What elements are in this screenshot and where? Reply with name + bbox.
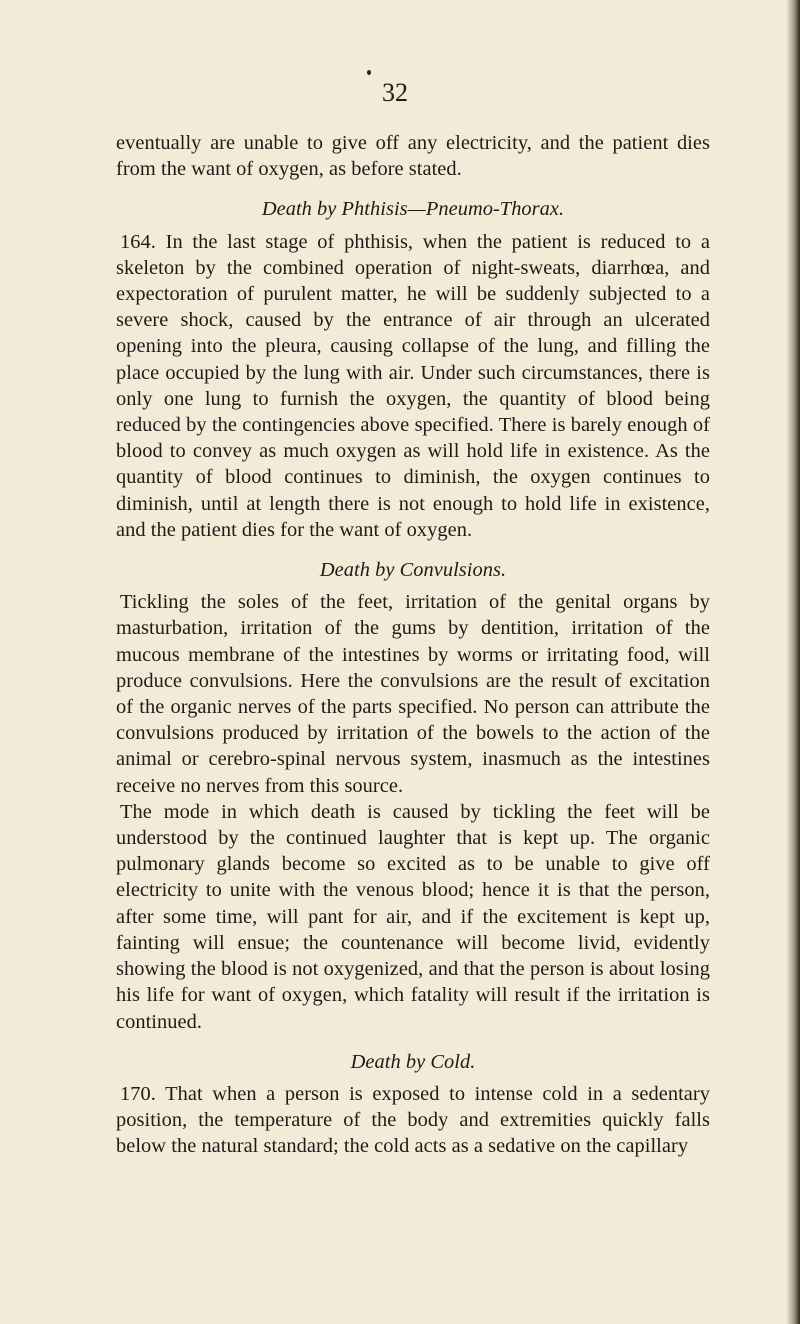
paragraph-164: 164. In the last stage of phthisis, when the patient is reduced to a skeleton by the combined operation of night-sweats, diarrhœa, and expectoration of purulent matter, he will be suddenly subjected to a severe shock, caused by the entrance of air through an ulcerated opening into the pleura, causing collapse of the lung, and filling the place occupied by the lung with air. Under such circumstances, there is only one lung to furnish the oxygen, the quantity of blood being reduced by the contingencies above specified. There is barely enough of blood to convey as much oxygen as will hold life in existence. As the quantity of blood continues to diminish, the oxygen continues to diminish, until at length there is not enough to hold life in existence, and the patient dies for the want of oxygen. — [116, 230, 710, 541]
paragraph-170: 170. That when a person is exposed to intense cold in a sedentary position, the temperature of the body and extremities quickly falls below the natural standard; the cold acts as a sedative on the capillary — [116, 1082, 710, 1158]
heading-cold: Death by Cold. — [350, 1050, 476, 1073]
heading-convulsions: Death by Convulsions. — [319, 559, 507, 582]
page-body — [116, 130, 710, 1160]
paragraph-convulsions: Tickling the soles of the feet, irritation of the genital organs by masturbation, irritation of the gums by dentition, irritation of the mucous membrane of the intestines by worms or irritating food, will produce convulsions. Here the convulsions are the result of excitation of the organic nerves of the parts specified. No person can attribute the convulsions produced by irritation of the bowels to the action of the animal or cerebro-spinal nervous system, inasmuch as the intestines receive no nerves from this source. — [116, 591, 710, 797]
ink-mark — [367, 70, 371, 75]
heading-phthisis: Death by Phthisis—Pneumo-Thorax. — [261, 198, 565, 221]
paragraph-tickling: The mode in which death is caused by tickling the feet will be understood by the continued laughter that is kept up. The organic pulmonary glands become so excited as to be unable to give off electricity to unite with the venous blood; hence it is that the person, after some time, will pant for air, and if the excitement is kept up, fainting will ensue; the countenance will become livid, evidently showing the blood is not oxygenized, and that the person is about losing his life for want of oxygen, which fatality will result if the irritation is continued. — [116, 800, 710, 1033]
paragraph-continuation: eventually are unable to give off any electricity, and the patient dies from the want of oxygen, as before stated. — [116, 132, 710, 181]
page-number: 32 — [382, 78, 408, 107]
page-edge-shadow — [786, 0, 800, 1324]
